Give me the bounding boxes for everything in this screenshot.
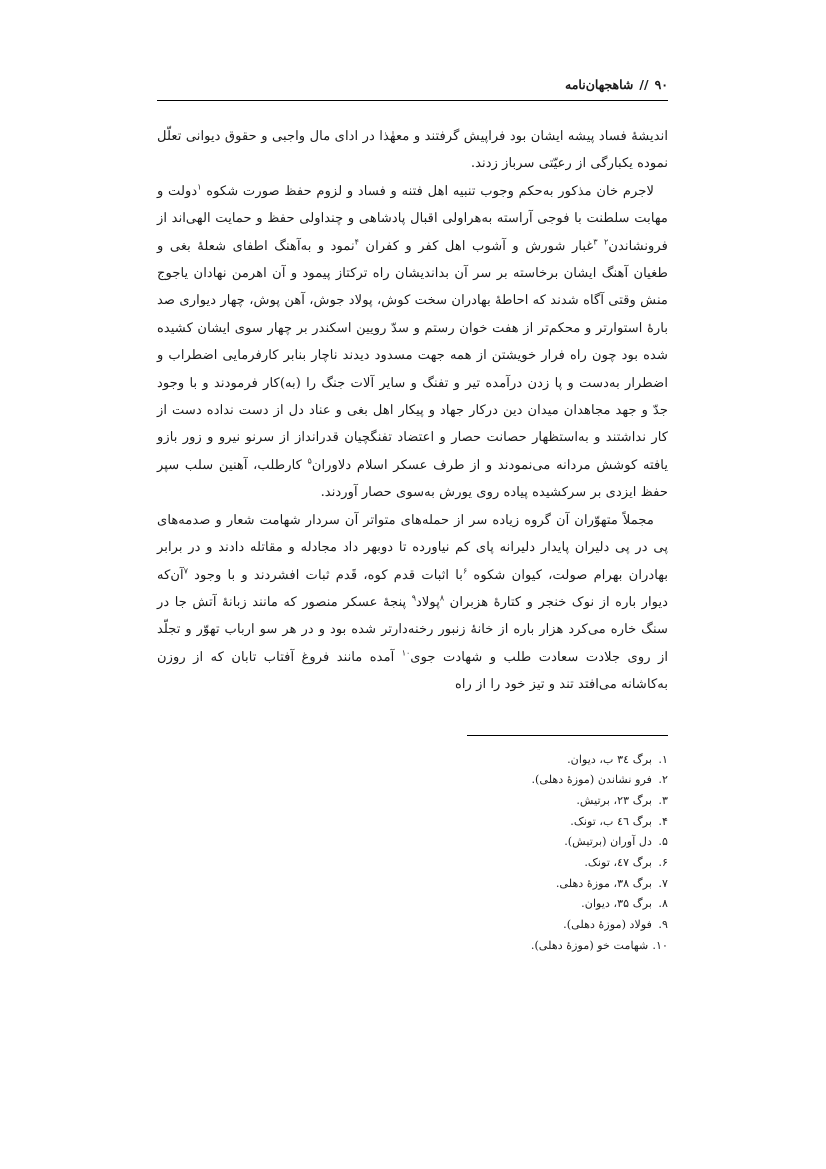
- text-segment: کارطلب، آهنین سلب سپر حفظ ایزدی بر سرکشیده پیاده روی یورش به‌سوی حصار آوردند.: [157, 457, 668, 501]
- footnote-item: [157, 812, 668, 833]
- footnote-text: برگ ۳٤ ب، دیوان.: [567, 752, 652, 766]
- footnote-number: ۱۰.: [652, 938, 668, 952]
- footnote-number: ۲.: [658, 773, 668, 787]
- text-segment: آمده مانند فروغ آفتاب تابان که از روزن به‌کاشانه می‌افتد تند و تیز خود را از راه: [157, 649, 668, 693]
- footnote-item: [157, 915, 668, 936]
- footnote-marker: ۵: [307, 456, 312, 466]
- paragraph: [157, 178, 668, 507]
- book-title: شاهجهان‌نامه: [565, 77, 634, 92]
- footnote-marker: ۸: [439, 593, 445, 603]
- footnote-number: ۷.: [658, 876, 668, 890]
- footnote-marker: ۳: [593, 237, 598, 247]
- footnote-marker: ۴: [354, 237, 359, 247]
- paragraph: [157, 507, 668, 699]
- footnote-number: ۹.: [658, 918, 668, 932]
- text-segment: با اثبات قدم کوه، قَدم ثبات افشردند و با وجود: [188, 567, 463, 583]
- footnote-item: [157, 936, 668, 957]
- footnote-text: برگ ٤٦ ب، تونک.: [570, 814, 652, 828]
- footnote-item: [157, 750, 668, 771]
- book-page: [157, 70, 668, 968]
- footnote-item: [157, 894, 668, 915]
- footnote-text: شهامت خو (موزهٔ دهلی).: [530, 938, 649, 952]
- text-segment: غبار شورش و آشوب اهل کفر و کفران: [358, 238, 594, 254]
- footnote-text: برگ ۳۵، دیوان.: [581, 897, 652, 911]
- footnote-item: [157, 874, 668, 895]
- text-segment: لاجرم خان مذکور به‌حکم وجوب تنبیه اهل فتنه و فساد و لزوم حفظ صورت شکوه: [201, 183, 654, 199]
- footnote-number: ۶.: [658, 856, 668, 870]
- text-segment: اندیشهٔ فساد پیشه ایشان بود فراپیش گرفتند و معهٰذا در ادای مال واجبی و حقوق دیوانی تعلّل نموده یکبارگی از رعیّتی سرباز زدند.: [157, 129, 668, 172]
- footnote-number: ۱.: [658, 752, 668, 766]
- footnote-text: فرو نشاندن (موزهٔ دهلی).: [531, 773, 652, 787]
- footnotes-list: [157, 750, 668, 957]
- footnote-text: برگ ۲۳، برتیش.: [576, 793, 652, 807]
- running-header: [157, 70, 668, 101]
- footnote-marker: ۷: [183, 566, 188, 576]
- footnote-number: ۸.: [658, 897, 668, 911]
- footnote-item: [157, 853, 668, 874]
- footnote-text: فولاد (موزهٔ دهلی).: [563, 918, 652, 932]
- footnote-item: [157, 770, 668, 791]
- footnote-marker: ۱: [197, 182, 202, 192]
- footnote-marker: ۹: [411, 593, 416, 603]
- main-text: [157, 123, 668, 699]
- text-segment: نمود و به‌آهنگ اطفای شعلهٔ بغی و طغیان آهنگ ایشان برخاسته بر سر آن بداندیشان راه ترکتاز پیمود و آن اهرمن نهادان یاجوج منش وقتی آگاه شدند که احاطهٔ بهادران سخت کوش، پولاد جوش، آهن پوش، چهار دیواری صد بارهٔ استوارتر و محکم‌تر از هفت خوان رستم و سدّ رویین اسکندر بر چهار سوی ایشان کشیده شده بود چون راه فرار خویشتن از همه جهت مسدود دیدند ناچار بنابر کارفرمایی اضطراب و اضطرار به‌دست و پا زدن درآمده تیر و تفنگ و سایر آلات جنگ را (به)کار فرمودند و با وجود جدّ و جهد مجاهدان میدان دین درکار جهاد و پیکار اهل بغی و عناد دل از دست نداده دست از کار نداشتند و به‌استظهار حصانت حصار و اعتضاد تفنگچیان قدرانداز از سرنو نیرو و زور بازو یافته کوشش مردانه می‌نمودند و از طرف عسکر اسلام دلاوران: [157, 238, 668, 473]
- footnote-divider: [467, 735, 668, 736]
- text-segment: پولاد: [416, 594, 440, 610]
- footnote-text: برگ ۳۸، موزهٔ دهلی.: [555, 876, 652, 890]
- footnote-text: برگ ٤٧، تونک.: [584, 856, 652, 870]
- footnote-item: [157, 791, 668, 812]
- header-separator: //: [639, 77, 649, 92]
- text-segment: آن‌که دیوار باره از نوک خنجر و کتارهٔ هزبران: [157, 567, 669, 610]
- footnote-number: ۴.: [658, 814, 668, 828]
- text-segment: پنجهٔ عسکر منصور که مانند زبانهٔ آتش جا در سنگ خاره می‌کرد هزار باره از خانهٔ زنبور رخنه‌دارتر شده بود و در هر سو ارباب تهوّر و تجلّد از روی جلادت سعادت طلب و شهادت جوی: [157, 594, 668, 665]
- footnote-marker: ۱۰: [401, 648, 411, 658]
- text-segment: دولت و مهابت سلطنت با فوجی آراسته به‌هراولی اقبال پادشاهی و چنداولی حفظ و حمایت الهی‌اند از فرونشاندن: [157, 183, 668, 254]
- footnote-text: دل آوران (برتیش).: [564, 835, 652, 849]
- paragraph: [157, 123, 668, 178]
- footnote-item: [157, 832, 668, 853]
- page-number: ۹۰: [654, 77, 668, 92]
- text-segment: مجملاً متهوّران آن گروه زیاده سر از حمله‌های متواتر آن سردار شهامت شعار و صدمه‌های پی در پی دلیران پایدار دلیرانه پای کم نیاورده تا دوبهر داد مجادله و مقاتله دادند و در برابر بهادران بهرام صولت، کیوان شکوه: [157, 512, 668, 583]
- footnote-marker: ۶: [462, 566, 468, 576]
- footnote-number: ۵.: [658, 835, 668, 849]
- footnote-marker: ۲: [604, 237, 609, 247]
- footnote-number: ۳.: [658, 793, 668, 807]
